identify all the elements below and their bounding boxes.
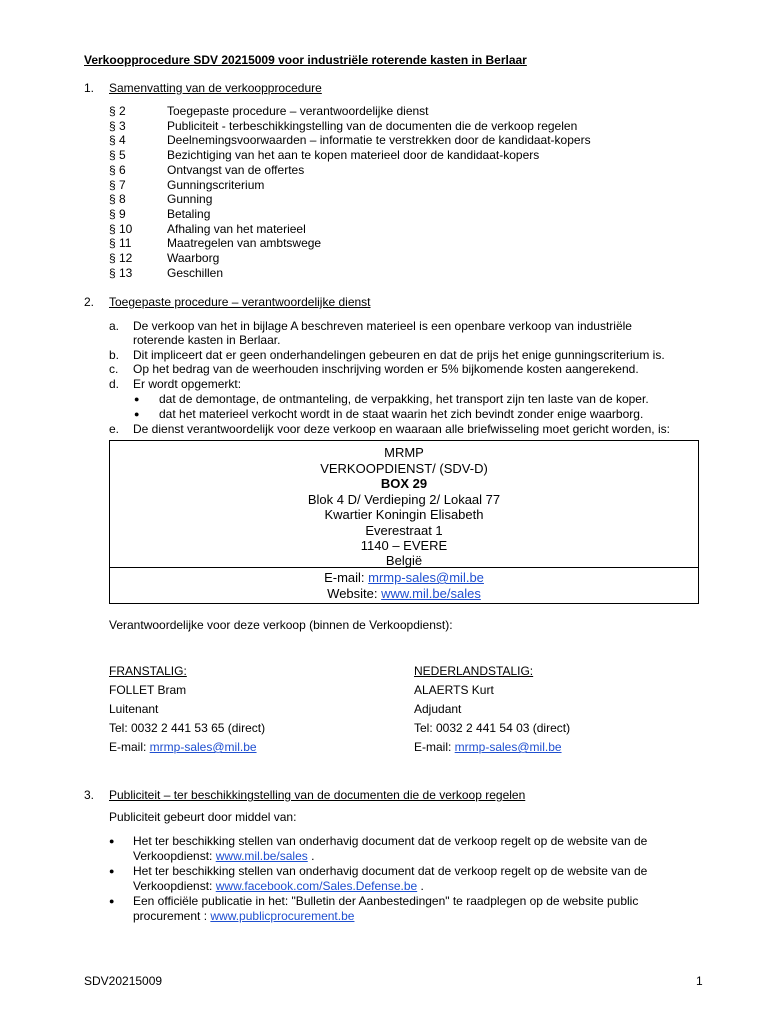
summary-item-num: § 12 [109,251,133,265]
summary-item-num: § 5 [109,148,126,163]
summary-item-num: § 13 [109,265,133,280]
bullet-text: dat de demontage, de ontmanteling, de verpakking, het transport zijn ten laste van de koper. [159,392,649,406]
contact-email-link[interactable]: mrmp-sales@mil.be [149,740,257,754]
summary-item-label: Waarborg [167,251,220,265]
mil-sales-link[interactable]: www.mil.be/sales [215,849,308,863]
contact-email-line [414,740,562,754]
summary-item-label: Afhaling van het materieel [167,221,306,236]
item-text: Er wordt opgemerkt: [133,377,242,391]
address-line: BOX 29 [380,476,428,491]
address-line: VERKOOPDIENST/ (SDV-D) [320,460,488,476]
box-email-line [110,570,698,585]
bullet-text: Het ter beschikking stellen van onderhavig document dat de verkoop regelt op de website van de [133,834,648,848]
section-2-heading: Toegepaste procedure – verantwoordelijke dienst [109,295,371,309]
summary-item-label: Gunning [167,192,213,207]
bullet-text-cont [133,849,314,863]
address-line: Kwartier Koningin Elisabeth [324,507,484,522]
box-website-line [110,586,698,601]
address-box [109,440,699,604]
address-line: 1140 – EVERE [360,538,448,553]
summary-item-num: § 10 [109,221,133,236]
summary-item-num: § 9 [109,206,126,221]
section-3-number: 3. [84,788,95,802]
item-letter: a. [109,319,120,333]
item-text: Op het bedrag van de weerhouden inschrijving worden er 5% bijkomende kosten aangerekend. [133,362,639,376]
item-text: Dit impliceert dat er geen onderhandelingen gebeuren en dat de prijs het enige gunningscriterium is. [133,348,665,362]
summary-item-label: Geschillen [167,265,224,280]
publicity-intro: Publiciteit gebeurt door middel van: [109,810,297,824]
email-label: E-mail: [324,570,369,585]
responsible-text: Verantwoordelijke voor deze verkoop (binnen de Verkoopdienst): [109,618,453,632]
summary-item-label: Gunningscriterium [167,177,265,192]
bullet-icon: ● [109,836,115,846]
page-number: 1 [696,974,703,988]
bullet-text: Een officiële publicatie in het: "Bulletin der Aanbestedingen" te raadplegen op de website public [133,894,639,908]
bullet-suffix: . [307,849,315,863]
box-divider [110,567,698,568]
bullet-icon: ● [109,866,115,876]
contact-rank: Luitenant [109,702,159,716]
section-1-heading: Samenvatting van de verkoopprocedure [109,81,322,95]
item-letter: c. [109,362,119,376]
summary-item-label: Betaling [167,206,211,221]
email-label: E-mail: [109,740,150,754]
email-label: E-mail: [414,740,455,754]
bullet-icon: ● [134,409,140,419]
publicprocurement-link[interactable]: www.publicprocurement.be [210,909,355,923]
bullet-text-cont [133,909,354,923]
item-text: De verkoop van het in bijlage A beschreven materieel is een openbare verkoop van industriële [133,319,632,333]
bullet-suffix: . [417,879,424,893]
summary-item-label: Bezichtiging van het aan te kopen materieel door de kandidaat-kopers [167,148,540,163]
section-2-number: 2. [84,295,95,309]
item-letter: d. [109,377,120,391]
item-text: roterende kasten in Berlaar. [133,333,281,347]
bullet-text: dat het materieel verkocht wordt in de staat waarin het zich bevindt zonder enige waarborg. [159,407,644,421]
summary-item-num: § 11 [109,236,132,251]
section-3-heading: Publiciteit – ter beschikkingstelling van de documenten die de verkoop regelen [109,788,526,802]
footer-doc-id: SDV20215009 [84,974,163,988]
summary-item-num: § 6 [109,162,126,177]
bullet-prefix: Verkoopdienst: [133,849,216,863]
bullet-icon: ● [109,896,115,906]
contact-heading: FRANSTALIG: [109,664,187,678]
facebook-link[interactable]: www.facebook.com/Sales.Defense.be [215,879,418,893]
contact-tel: Tel: 0032 2 441 53 65 (direct) [109,721,266,735]
section-1-number: 1. [84,81,95,95]
contact-email-link[interactable]: mrmp-sales@mil.be [454,740,562,754]
summary-item-num: § 3 [109,118,126,133]
bullet-text-cont [133,879,424,893]
contact-name: ALAERTS Kurt [414,683,494,697]
contact-heading: NEDERLANDSTALIG: [414,664,534,678]
bullet-prefix: Verkoopdienst: [133,879,216,893]
bullet-prefix: procurement : [133,909,211,923]
contact-rank: Adjudant [414,702,462,716]
document-title: Verkoopprocedure SDV 20215009 voor industriële roterende kasten in Berlaar [84,53,527,67]
item-letter: e. [109,422,120,436]
item-letter: b. [109,348,120,362]
summary-item-label: Maatregelen van ambtswege [167,236,322,251]
summary-item-num: § 4 [109,133,126,148]
summary-item-label: Toegepaste procedure – verantwoordelijke dienst [167,104,429,118]
email-link[interactable]: mrmp-sales@mil.be [368,570,484,585]
contact-email-line [109,740,257,754]
contact-name: FOLLET Bram [109,683,187,697]
address-line: België [385,553,423,568]
website-label: Website: [327,585,382,601]
item-text: De dienst verantwoordelijk voor deze verkoop en waaraan alle briefwisseling moet gericht worden, is: [133,422,670,436]
address-line: Everestraat 1 [365,522,443,538]
bullet-text: Het ter beschikking stellen van onderhavig document dat de verkoop regelt op de website van de [133,864,648,878]
summary-item-label: Publiciteit - terbeschikkingstelling van de documenten die de verkoop regelen [167,118,578,133]
bullet-icon: ● [134,394,140,404]
contact-tel: Tel: 0032 2 441 54 03 (direct) [414,721,571,735]
summary-item-label: Ontvangst van de offertes [167,162,305,177]
summary-item-num: § 2 [109,104,126,118]
website-link[interactable]: www.mil.be/sales [381,585,481,601]
summary-item-label: Deelnemingsvoorwaarden – informatie te verstrekken door de kandidaat-kopers [167,133,591,148]
summary-item-num: § 7 [109,177,126,192]
address-line: Blok 4 D/ Verdieping 2/ Lokaal 77 [307,491,501,507]
address-line: MRMP [384,445,424,460]
summary-item-num: § 8 [109,192,126,207]
